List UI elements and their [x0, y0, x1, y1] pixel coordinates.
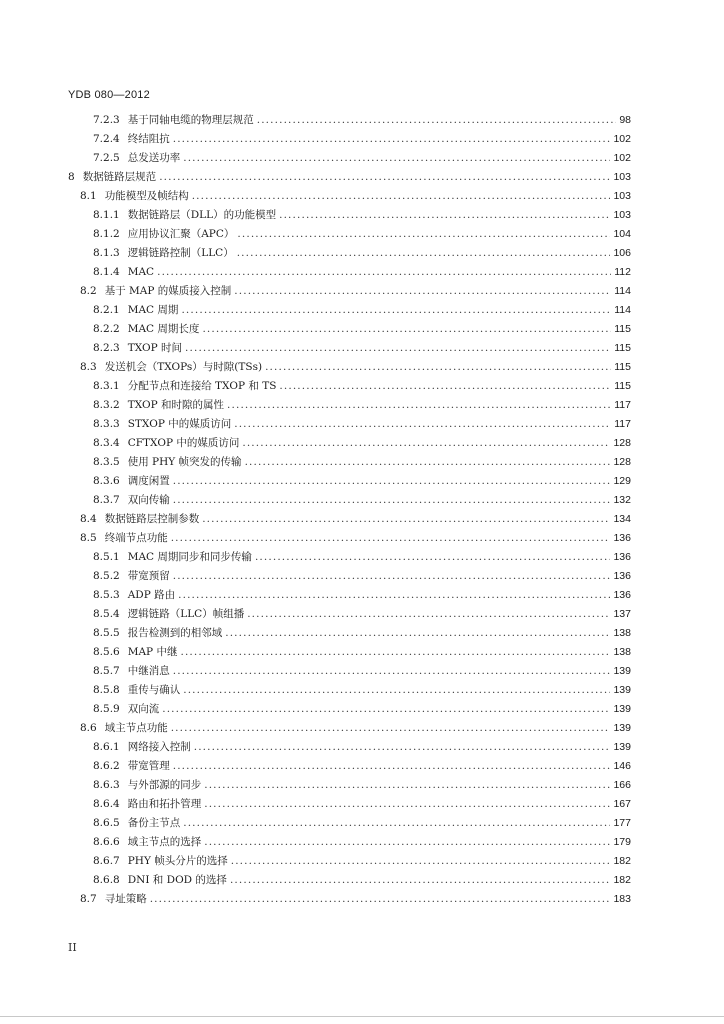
toc-entry-title: 数据链路层控制参数 [104, 513, 200, 525]
toc-entry-number: 8 [68, 171, 75, 183]
toc-entry[interactable] [0, 814, 631, 833]
toc-entry-title: 双向流 [127, 703, 160, 715]
toc-entry-title: 域主节点功能 [104, 722, 168, 734]
toc-leader-dots [202, 510, 610, 529]
toc-entry-title: 应用协议汇聚（APC） [127, 228, 235, 240]
toc-entry[interactable] [0, 719, 631, 738]
toc-entry[interactable] [0, 301, 631, 320]
toc-entry-title: 数据链路层（DLL）的功能模型 [127, 209, 277, 221]
toc-entry-title: TXOP 时间 [127, 342, 183, 354]
toc-entry-page: 167 [613, 798, 631, 810]
toc-leader-dots [173, 130, 611, 149]
toc-entry-page: 183 [613, 893, 631, 905]
toc-leader-dots [173, 491, 611, 510]
toc-entry-page: 179 [613, 836, 631, 848]
toc-leader-dots [183, 681, 610, 700]
toc-leader-dots [173, 472, 611, 491]
toc-entry-page: 139 [613, 722, 631, 734]
toc-entry-number: 8.3.7 [93, 494, 120, 506]
toc-entry-title: 与外部源的同步 [127, 779, 202, 791]
toc-entry-title: 逻辑链路（LLC）帧组播 [127, 608, 245, 620]
toc-entry-number: 8.6.8 [93, 874, 120, 886]
toc-leader-dots [185, 339, 611, 358]
toc-entry-page: 117 [614, 399, 631, 411]
toc-entry-page: 136 [613, 589, 631, 601]
toc-entry-number: 7.2.4 [93, 133, 120, 145]
toc-entry-title: MAP 中继 [127, 646, 178, 658]
toc-leader-dots [204, 795, 610, 814]
toc-leader-dots [180, 643, 610, 662]
toc-entry-title: 逻辑链路控制（LLC） [127, 247, 234, 259]
toc-entry-title: 调度闲置 [127, 475, 170, 487]
toc-entry-page: 114 [614, 285, 631, 297]
toc-entry-page: 177 [613, 817, 631, 829]
toc-entry[interactable] [0, 130, 631, 149]
toc-entry[interactable] [0, 377, 631, 396]
toc-entry-title: 终结阻抗 [127, 133, 170, 145]
toc-entry-page: 136 [613, 551, 631, 563]
toc-entry-number: 8.3.1 [93, 380, 120, 392]
toc-leader-dots [183, 814, 610, 833]
toc-entry[interactable] [0, 529, 631, 548]
toc-entry-title: MAC 周期长度 [127, 323, 200, 335]
toc-entry-number: 8.3.4 [93, 437, 120, 449]
toc-leader-dots [279, 377, 611, 396]
toc-entry-page: 138 [613, 646, 631, 658]
toc-entry-page: 139 [613, 665, 631, 677]
toc-entry-number: 8.5.9 [93, 703, 120, 715]
toc-entry[interactable] [0, 662, 631, 681]
toc-entry[interactable] [0, 871, 631, 890]
toc-entry-number: 8.5.8 [93, 684, 120, 696]
toc-entry[interactable] [0, 567, 631, 586]
toc-entry-page: 139 [613, 703, 631, 715]
toc-entry-number: 8.6.7 [93, 855, 120, 867]
toc-entry[interactable] [0, 396, 631, 415]
toc-entry[interactable] [0, 453, 631, 472]
toc-entry-title: 备份主节点 [127, 817, 181, 829]
toc-entry-page: 115 [614, 361, 631, 373]
toc-entry-number: 8.1.4 [93, 266, 120, 278]
toc-entry-title: 终端节点功能 [104, 532, 168, 544]
toc-entry[interactable] [0, 111, 631, 130]
toc-entry[interactable] [0, 244, 631, 263]
toc-entry[interactable] [0, 757, 631, 776]
toc-entry[interactable] [0, 833, 631, 852]
toc-leader-dots [173, 662, 611, 681]
toc-entry-number: 8.6.6 [93, 836, 120, 848]
toc-entry-page: 115 [614, 380, 631, 392]
toc-entry-number: 8.6.5 [93, 817, 120, 829]
toc-entry[interactable] [0, 339, 631, 358]
toc-entry-number: 8.6.4 [93, 798, 120, 810]
toc-entry-title: 使用 PHY 帧突发的传输 [127, 456, 242, 468]
toc-entry-page: 104 [613, 228, 631, 240]
toc-leader-dots [237, 244, 611, 263]
toc-entry[interactable] [0, 605, 631, 624]
toc-entry[interactable] [0, 700, 631, 719]
toc-entry[interactable] [0, 358, 631, 377]
toc-entry[interactable] [0, 434, 631, 453]
toc-entry-page: 146 [613, 760, 631, 772]
toc-entry-page: 182 [613, 855, 631, 867]
toc-entry-title: MAC 周期同步和同步传输 [127, 551, 252, 563]
toc-entry-number: 8.6 [80, 722, 97, 734]
toc-entry[interactable] [0, 548, 631, 567]
toc-entry-page: 103 [613, 171, 631, 183]
toc-entry[interactable] [0, 852, 631, 871]
toc-entry[interactable] [0, 795, 631, 814]
toc-leader-dots [227, 396, 611, 415]
toc-entry-number: 8.6.1 [93, 741, 120, 753]
toc-entry-number: 8.3.3 [93, 418, 120, 430]
toc-leader-dots [265, 358, 611, 377]
toc-entry-page: 137 [613, 608, 631, 620]
toc-entry-number: 8.3.2 [93, 399, 120, 411]
toc-entry-title: 域主节点的选择 [127, 836, 202, 848]
toc-entry-page: 182 [613, 874, 631, 886]
toc-entry-page: 115 [614, 342, 631, 354]
toc-leader-dots [234, 415, 611, 434]
toc-entry-page: 139 [613, 741, 631, 753]
toc-entry-title: MAC 周期 [127, 304, 179, 316]
toc-entry-page: 134 [613, 513, 631, 525]
toc-leader-dots [159, 168, 610, 187]
toc-entry-page: 136 [613, 570, 631, 582]
toc-entry[interactable] [0, 491, 631, 510]
toc-entry[interactable] [0, 510, 631, 529]
toc-entry-number: 8.5.7 [93, 665, 120, 677]
toc-entry-number: 8.5.1 [93, 551, 120, 563]
toc-entry[interactable] [0, 263, 631, 282]
toc-entry-title: 双向传输 [127, 494, 170, 506]
toc-entry[interactable] [0, 225, 631, 244]
toc-entry-page: 106 [613, 247, 631, 259]
toc-entry-number: 8.6.3 [93, 779, 120, 791]
toc-entry-title: 基于同轴电缆的物理层规范 [127, 114, 254, 126]
toc-entry-title: PHY 帧头分片的选择 [127, 855, 228, 867]
toc-leader-dots [242, 434, 610, 453]
toc-entry-title: 总发送功率 [127, 152, 181, 164]
toc-entry-title: DNI 和 DOD 的选择 [127, 874, 227, 886]
toc-leader-dots [178, 586, 610, 605]
toc-entry[interactable] [0, 187, 631, 206]
toc-entry-number: 8.2.2 [93, 323, 120, 335]
toc-leader-dots [257, 111, 617, 130]
toc-leader-dots [181, 301, 611, 320]
toc-entry-title: 数据链路层规范 [82, 171, 157, 183]
toc-leader-dots [150, 890, 611, 909]
toc-leader-dots [255, 548, 611, 567]
toc-entry-page: 132 [613, 494, 631, 506]
toc-entry[interactable] [0, 643, 631, 662]
toc-entry-number: 8.7 [80, 893, 97, 905]
toc-entry-title: 路由和拓扑管理 [127, 798, 202, 810]
toc-entry-number: 8.5.5 [93, 627, 120, 639]
toc-leader-dots [171, 529, 611, 548]
toc-leader-dots [194, 738, 611, 757]
toc-entry-page: 102 [613, 133, 631, 145]
toc-leader-dots [231, 852, 611, 871]
toc-entry-title: 带宽管理 [127, 760, 170, 772]
toc-leader-dots [237, 225, 610, 244]
toc-entry-page: 98 [619, 114, 631, 126]
toc-entry-title: STXOP 中的媒质访问 [127, 418, 232, 430]
toc-entry-title: 网络接入控制 [127, 741, 191, 753]
toc-entry-page: 166 [613, 779, 631, 791]
toc-leader-dots [171, 719, 611, 738]
toc-entry-title: 发送机会（TXOPs）与时隙(TSs) [104, 361, 263, 373]
toc-entry-page: 128 [613, 456, 631, 468]
toc-entry-title: 中继消息 [127, 665, 170, 677]
toc-leader-dots [157, 263, 611, 282]
toc-entry-number: 7.2.3 [93, 114, 120, 126]
toc-entry-number: 8.2 [80, 285, 97, 297]
toc-entry-number: 8.5.2 [93, 570, 120, 582]
toc-leader-dots [162, 700, 610, 719]
bottom-divider [0, 1016, 724, 1017]
toc-entry-number: 8.6.2 [93, 760, 120, 772]
toc-entry-number: 8.5 [80, 532, 97, 544]
toc-entry[interactable] [0, 776, 631, 795]
toc-entry-title: ADP 路由 [127, 589, 176, 601]
toc-entry-page: 103 [613, 209, 631, 221]
document-id-header: YDB 080—2012 [68, 89, 150, 101]
toc-leader-dots [234, 282, 611, 301]
toc-leader-dots [230, 871, 611, 890]
toc-entry[interactable] [0, 624, 631, 643]
toc-entry-page: 129 [613, 475, 631, 487]
toc-leader-dots [247, 605, 610, 624]
toc-entry-page: 139 [613, 684, 631, 696]
toc-entry-number: 8.2.3 [93, 342, 120, 354]
toc-entry-number: 8.2.1 [93, 304, 120, 316]
toc-entry[interactable] [0, 681, 631, 700]
toc-entry-page: 128 [613, 437, 631, 449]
toc-entry-number: 8.3.5 [93, 456, 120, 468]
toc-entry-title: 基于 MAP 的媒质接入控制 [104, 285, 232, 297]
toc-entry-number: 8.1 [80, 190, 97, 202]
toc-entry-number: 8.3.6 [93, 475, 120, 487]
toc-entry-title: 功能模型及帧结构 [104, 190, 189, 202]
toc-entry[interactable] [0, 890, 631, 909]
toc-leader-dots [225, 624, 610, 643]
toc-entry-page: 103 [613, 190, 631, 202]
toc-entry-page: 102 [613, 152, 631, 164]
toc-entry-title: 报告检测到的相邻域 [127, 627, 223, 639]
toc-entry-page: 114 [614, 304, 631, 316]
toc-entry[interactable] [0, 738, 631, 757]
toc-entry-number: 8.1.2 [93, 228, 120, 240]
toc-entry[interactable] [0, 282, 631, 301]
toc-leader-dots [192, 187, 611, 206]
toc-entry-page: 136 [613, 532, 631, 544]
toc-entry-number: 8.3 [80, 361, 97, 373]
table-of-contents [0, 111, 724, 909]
toc-entry-title: 分配节点和连接给 TXOP 和 TS [127, 380, 277, 392]
toc-leader-dots [279, 206, 610, 225]
toc-leader-dots [183, 149, 610, 168]
toc-entry-title: CFTXOP 中的媒质访问 [127, 437, 240, 449]
toc-entry-title: TXOP 和时隙的属性 [127, 399, 225, 411]
toc-leader-dots [204, 776, 610, 795]
toc-entry-number: 8.1.3 [93, 247, 120, 259]
toc-entry[interactable] [0, 472, 631, 491]
toc-leader-dots [245, 453, 611, 472]
toc-entry-number: 8.1.1 [93, 209, 120, 221]
toc-entry-title: 重传与确认 [127, 684, 181, 696]
toc-entry-number: 7.2.5 [93, 152, 120, 164]
toc-entry-number: 8.5.6 [93, 646, 120, 658]
toc-entry-title: 带宽预留 [127, 570, 170, 582]
toc-entry-page: 138 [613, 627, 631, 639]
toc-entry[interactable] [0, 206, 631, 225]
toc-leader-dots [173, 567, 611, 586]
toc-entry-page: 115 [614, 323, 631, 335]
toc-entry-page: 117 [614, 418, 631, 430]
toc-entry[interactable] [0, 168, 631, 187]
toc-entry-number: 8.5.3 [93, 589, 120, 601]
toc-entry-page: 112 [614, 266, 631, 278]
toc-entry[interactable] [0, 149, 631, 168]
toc-leader-dots [202, 320, 611, 339]
toc-entry-number: 8.4 [80, 513, 97, 525]
toc-entry[interactable] [0, 586, 631, 605]
toc-entry-title: MAC [127, 266, 155, 278]
toc-entry-number: 8.5.4 [93, 608, 120, 620]
toc-entry[interactable] [0, 320, 631, 339]
toc-leader-dots [173, 757, 611, 776]
toc-entry[interactable] [0, 415, 631, 434]
toc-entry-title: 寻址策略 [104, 893, 147, 905]
toc-leader-dots [204, 833, 610, 852]
page-number-footer: II [68, 941, 77, 954]
